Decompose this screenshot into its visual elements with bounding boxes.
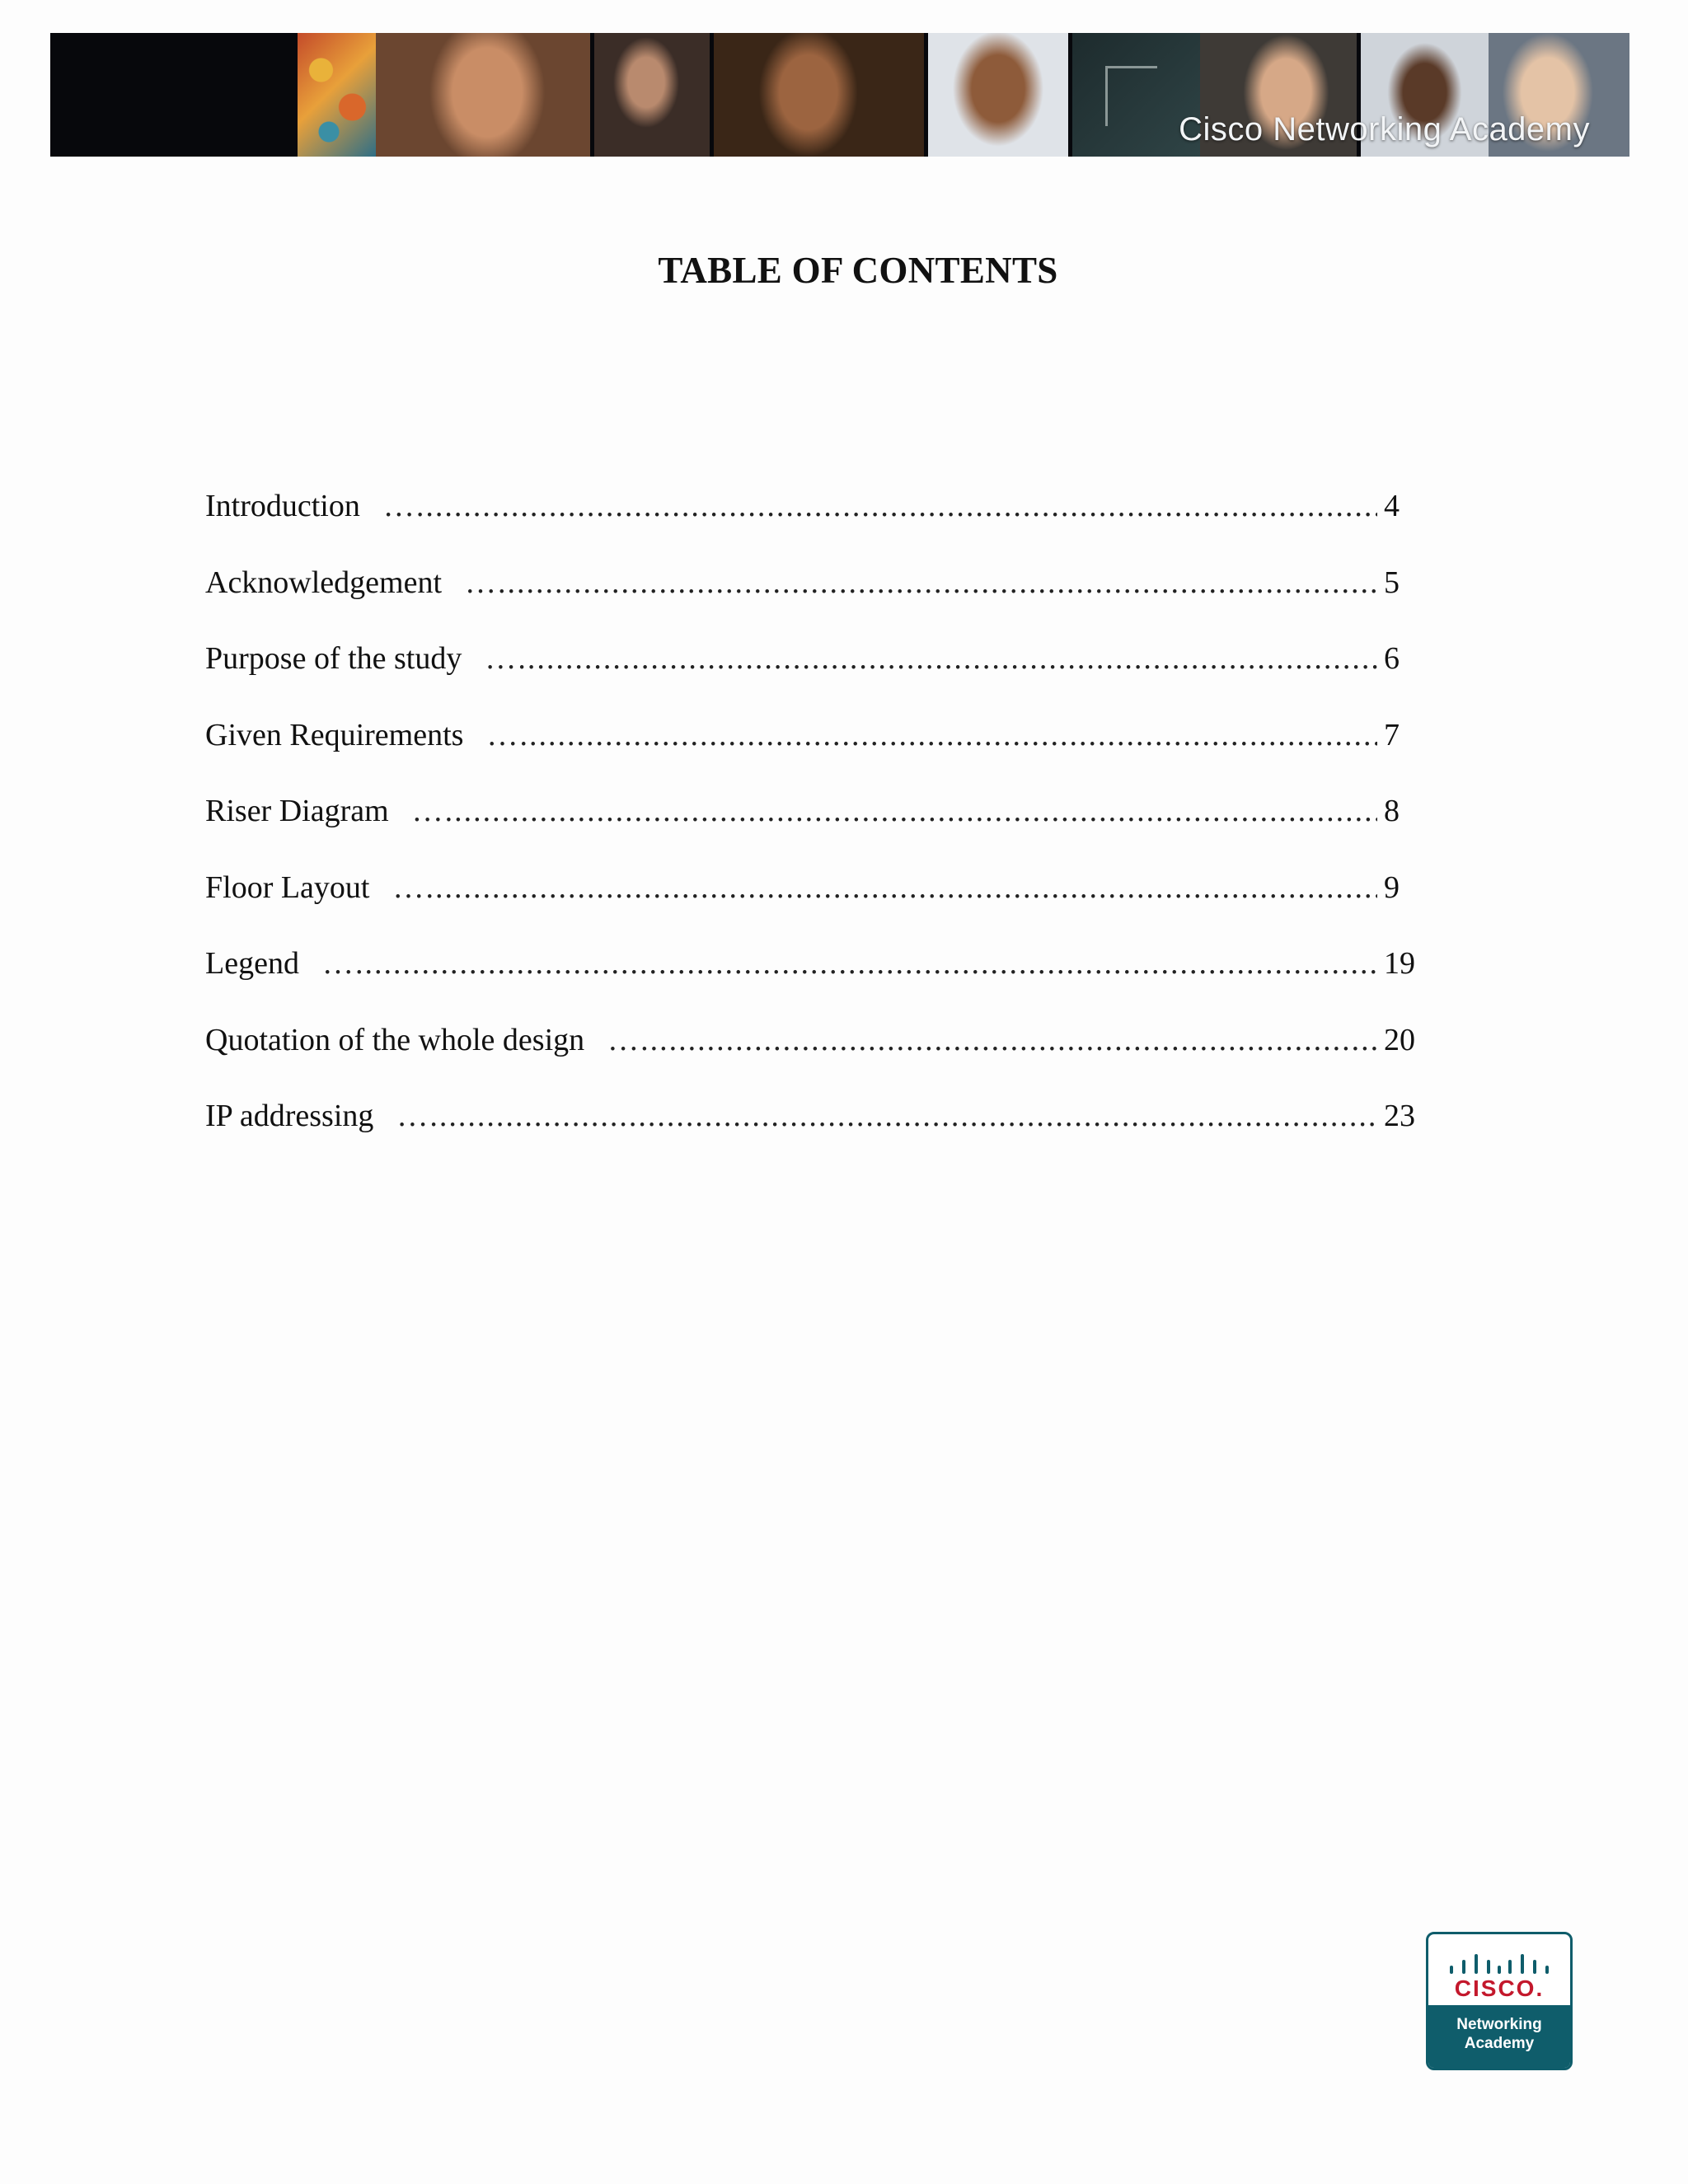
- toc-entry-title: Acknowledgement: [205, 565, 443, 600]
- toc-entry-riser-diagram[interactable]: [205, 793, 1433, 869]
- page-title: TABLE OF CONTENTS: [658, 250, 1058, 291]
- toc-entry-requirements[interactable]: [205, 717, 1433, 794]
- logo-caption: [1428, 2005, 1570, 2068]
- toc-entry-page: 23: [1384, 1099, 1415, 1133]
- toc-entry-page: 20: [1384, 1022, 1415, 1057]
- toc-entry-title: Floor Layout: [205, 869, 370, 905]
- banner-photo-student-3: [714, 33, 924, 157]
- toc-list: [205, 488, 1433, 1174]
- toc-entry-title: Riser Diagram: [205, 794, 389, 828]
- cisco-bars-icon: [1448, 1952, 1550, 1977]
- toc-entry-title: Given Requirements: [205, 717, 464, 752]
- banner-photo-student-1: [376, 33, 590, 157]
- toc-entry-page: 5: [1384, 565, 1400, 600]
- toc-entry-ip-addressing[interactable]: [205, 1098, 1433, 1174]
- toc-entry-page: 7: [1384, 717, 1400, 752]
- toc-entry-title: Introduction: [205, 489, 360, 523]
- toc-entry-acknowledgement[interactable]: [205, 565, 1433, 641]
- cisco-wordmark: CISCO.: [1454, 1975, 1545, 2001]
- toc-entry-floor-layout[interactable]: [205, 869, 1433, 946]
- toc-entry-purpose[interactable]: [205, 640, 1433, 717]
- toc-dot-leader: [465, 565, 1377, 601]
- toc-dot-leader: [486, 717, 1377, 753]
- toc-dot-leader: [412, 793, 1377, 829]
- toc-entry-title: Legend: [205, 946, 299, 981]
- toc-dot-leader: [485, 640, 1377, 677]
- toc-entry-page: 9: [1384, 869, 1400, 905]
- toc-dot-leader: [322, 945, 1377, 982]
- toc-entry-introduction[interactable]: [205, 488, 1433, 565]
- toc-dot-leader: [383, 488, 1377, 524]
- banner-photo-student-2: [594, 33, 710, 157]
- toc-entry-legend[interactable]: [205, 945, 1433, 1022]
- toc-entry-page: 4: [1384, 489, 1400, 523]
- toc-entry-page: 19: [1384, 946, 1415, 981]
- toc-entry-title: Purpose of the study: [205, 641, 462, 676]
- logo-caption-line-1: Networking: [1456, 2016, 1542, 2033]
- banner-photo-student-4: [928, 33, 1068, 157]
- logo-caption-line-2: Academy: [1464, 2035, 1535, 2052]
- toc-dot-leader: [392, 869, 1377, 906]
- toc-dot-leader: [607, 1022, 1377, 1058]
- toc-entry-title: IP addressing: [205, 1099, 374, 1133]
- toc-entry-quotation[interactable]: [205, 1022, 1433, 1099]
- toc-dot-leader: [396, 1098, 1377, 1134]
- toc-entry-page: 6: [1384, 641, 1400, 676]
- banner-photo-mosaic: [298, 33, 376, 157]
- toc-entry-page: 8: [1384, 794, 1400, 828]
- logo-top: [1428, 1934, 1570, 2007]
- header-banner: [50, 33, 1629, 157]
- cisco-academy-logo: [1426, 1932, 1573, 2070]
- banner-title: Cisco Networking Academy: [1179, 111, 1590, 148]
- toc-entry-title: Quotation of the whole design: [205, 1022, 585, 1057]
